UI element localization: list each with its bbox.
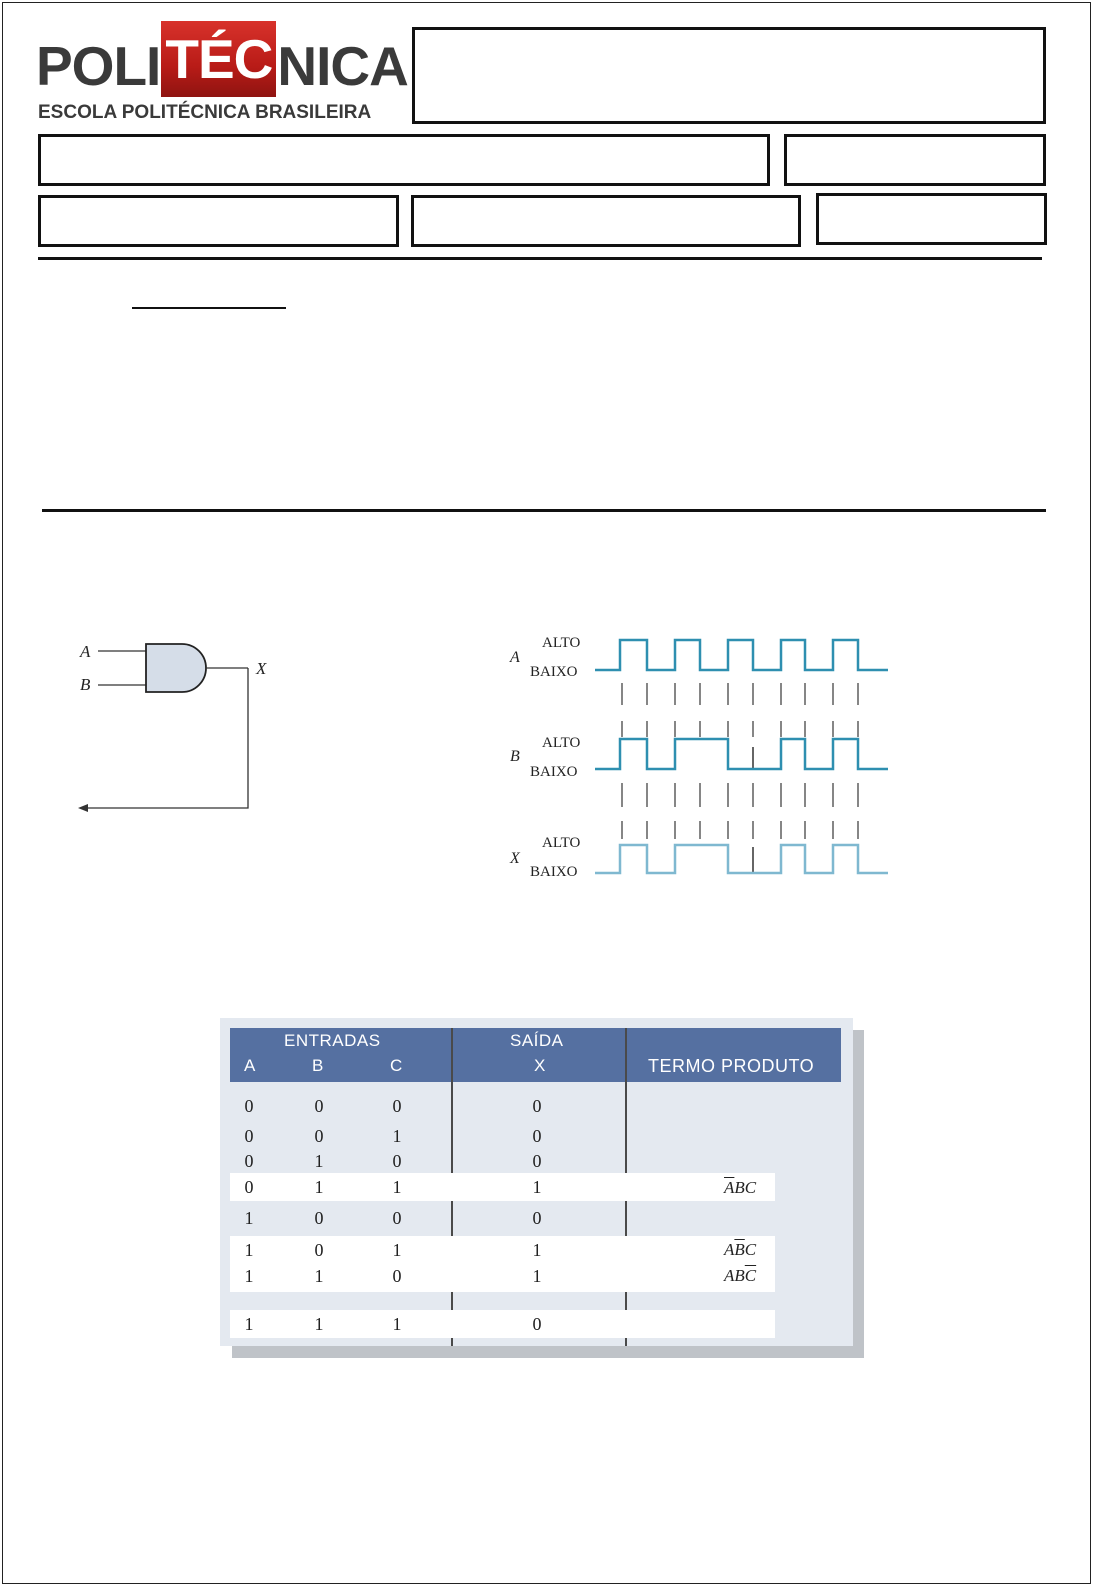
- timing-a-high: ALTO: [542, 635, 581, 651]
- cell-x: 0: [532, 1096, 542, 1116]
- header-rule-top: [38, 257, 1042, 260]
- cell-c: 1: [392, 1177, 402, 1197]
- cell-c: 1: [392, 1240, 402, 1260]
- cell-b: 1: [314, 1266, 324, 1286]
- cell-x: 0: [532, 1126, 542, 1146]
- cell-c: 0: [392, 1096, 402, 1116]
- cell-c: 1: [392, 1314, 402, 1334]
- term-part: BC: [734, 1178, 757, 1197]
- header-saida: SAÍDA: [510, 1031, 564, 1050]
- term-part: C: [744, 1240, 757, 1259]
- header-box-subject[interactable]: [411, 195, 801, 247]
- cell-b: 0: [314, 1240, 324, 1260]
- title-underline: [132, 307, 286, 309]
- product-term-row4: [724, 1178, 756, 1198]
- timing-x-high: ALTO: [542, 835, 581, 851]
- gate-output-label: X: [256, 659, 267, 678]
- cell-x: 0: [532, 1151, 542, 1171]
- timing-b-high: ALTO: [542, 735, 581, 751]
- cell-x: 1: [532, 1240, 542, 1260]
- product-term-row6: [724, 1240, 756, 1260]
- cell-b: 1: [314, 1177, 324, 1197]
- header-col-a: A: [244, 1056, 256, 1075]
- cell-x: 0: [532, 1314, 542, 1334]
- feedback-arrow-icon: [78, 804, 88, 812]
- header-box-teacher[interactable]: [38, 195, 399, 247]
- header-box-title[interactable]: [412, 27, 1046, 124]
- header-rule-bottom: [42, 509, 1046, 512]
- product-term-row7: [724, 1266, 756, 1286]
- timing-diagram: [500, 625, 900, 885]
- term-part: AB: [724, 1266, 745, 1285]
- timing-dashes: [622, 683, 858, 873]
- term-part: $\overline{A}$: [724, 1178, 735, 1197]
- cell-b: 0: [314, 1208, 324, 1228]
- timing-a-name: A: [510, 649, 520, 666]
- gate-input-b-label: B: [80, 675, 91, 694]
- cell-b: 1: [314, 1314, 324, 1334]
- header-box-student-name[interactable]: [38, 134, 770, 186]
- header-box-date[interactable]: [816, 193, 1047, 245]
- cell-x: 1: [532, 1266, 542, 1286]
- school-logo: [36, 24, 408, 126]
- cell-a: 0: [244, 1177, 254, 1197]
- cell-a: 1: [244, 1240, 254, 1260]
- cell-x: 1: [532, 1177, 542, 1197]
- timing-b-name: B: [510, 748, 520, 765]
- term-part: A: [724, 1240, 735, 1259]
- timing-a-low: BAIXO: [530, 664, 578, 680]
- truth-table-panel: [220, 1018, 853, 1346]
- waveform-a: [595, 640, 888, 670]
- cell-a: 0: [244, 1151, 254, 1171]
- waveform-b: [595, 739, 888, 769]
- logo-wordmark: [36, 28, 408, 97]
- logo-subtitle: ESCOLA POLITÉCNICA BRASILEIRA: [38, 102, 372, 123]
- timing-x-name: X: [510, 850, 520, 867]
- cell-a: 0: [244, 1096, 254, 1116]
- truth-table: [220, 1018, 865, 1358]
- header-box-class[interactable]: [784, 134, 1046, 186]
- header-col-x: X: [534, 1056, 546, 1075]
- and-gate-body: [146, 644, 206, 692]
- and-gate-diagram: [70, 630, 290, 830]
- timing-x-low: BAIXO: [530, 864, 578, 880]
- term-part: $\overline{B}$: [734, 1240, 745, 1259]
- header-col-b: B: [312, 1056, 324, 1075]
- cell-b: 0: [314, 1096, 324, 1116]
- timing-b-low: BAIXO: [530, 764, 578, 780]
- cell-a: 0: [244, 1126, 254, 1146]
- cell-a: 1: [244, 1208, 254, 1228]
- cell-a: 1: [244, 1314, 254, 1334]
- header-col-termo: TERMO PRODUTO: [648, 1056, 815, 1076]
- cell-c: 0: [392, 1208, 402, 1228]
- logo-highlight: TÉC: [161, 21, 276, 97]
- cell-a: 1: [244, 1266, 254, 1286]
- logo-suffix: NICA: [277, 35, 408, 97]
- cell-c: 1: [392, 1126, 402, 1146]
- waveform-x: [595, 845, 888, 873]
- gate-input-a-label: A: [80, 642, 91, 661]
- cell-c: 0: [392, 1151, 402, 1171]
- cell-b: 0: [314, 1126, 324, 1146]
- logo-prefix: POLI: [36, 35, 161, 97]
- header-entradas: ENTRADAS: [284, 1031, 381, 1050]
- header-col-c: C: [390, 1056, 403, 1075]
- cell-c: 0: [392, 1266, 402, 1286]
- cell-b: 1: [314, 1151, 324, 1171]
- cell-x: 0: [532, 1208, 542, 1228]
- term-part: $\overline{C}$: [744, 1266, 757, 1285]
- truth-table-header: [230, 1028, 841, 1082]
